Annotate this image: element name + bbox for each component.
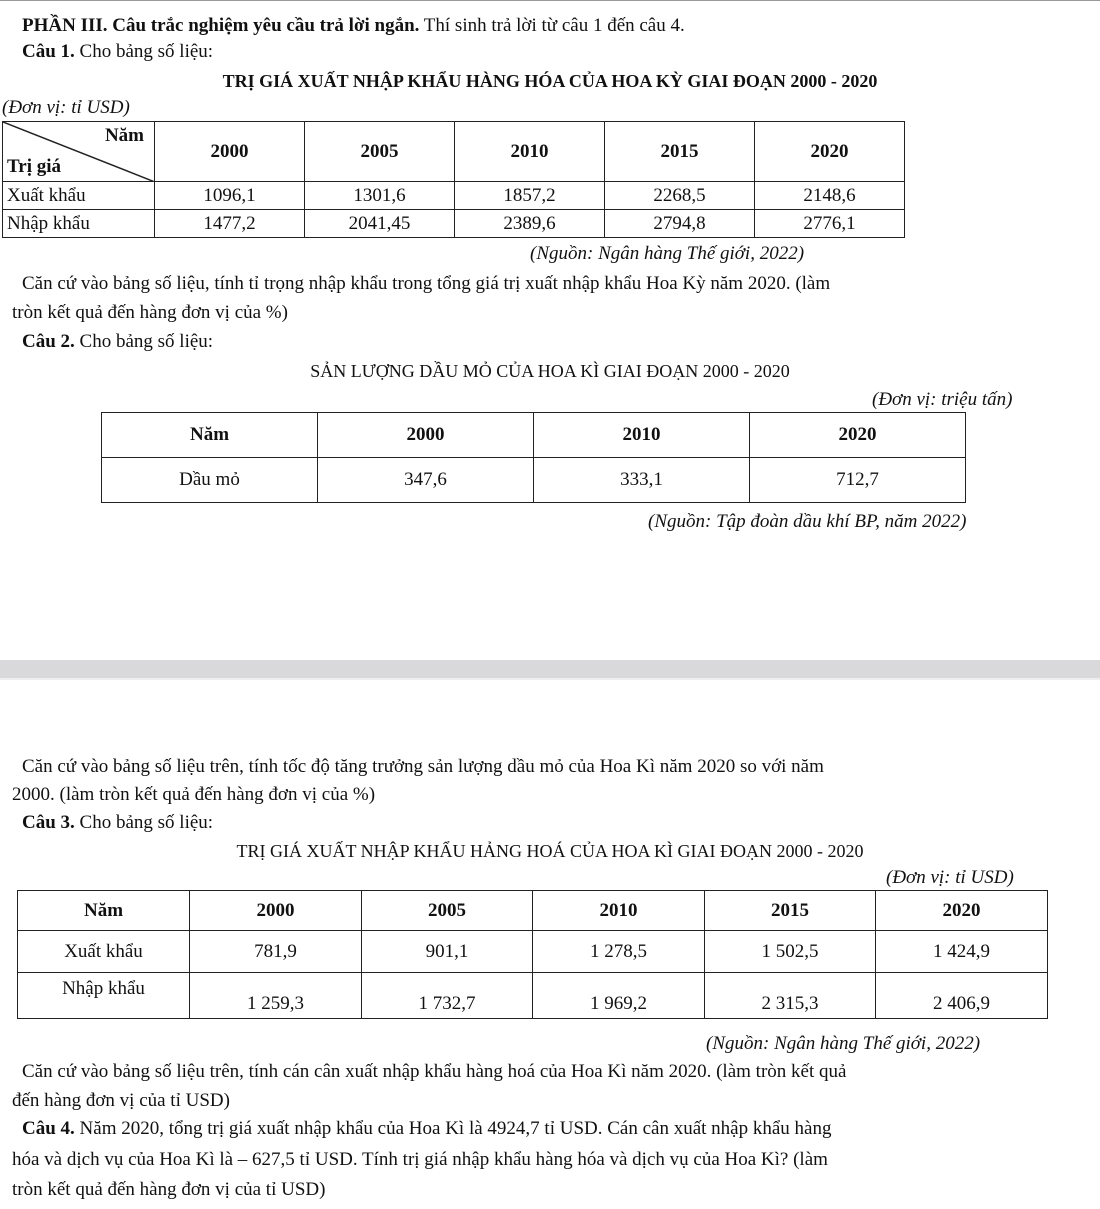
q4-text-line2: hóa và dịch vụ của Hoa Kì là – 627,5 tỉ USD. Tính trị giá nhập khẩu hàng hóa và dịch vụ của Hoa Kì? (làm	[12, 1149, 828, 1170]
q1-cell: 2389,6	[455, 210, 605, 238]
q1-lead: Cho bảng số liệu:	[74, 41, 214, 62]
q3-source: (Nguồn: Ngân hàng Thế giới, 2022)	[706, 1033, 981, 1054]
q1-cell: 2148,6	[755, 182, 905, 210]
q3-cell: 1 732,7	[362, 973, 533, 1019]
q1-cell: 2794,8	[605, 210, 755, 238]
q1-year-header: 2020	[755, 122, 905, 182]
q3-cell: 1 969,2	[533, 973, 705, 1019]
q1-row-label: Xuất khẩu	[3, 182, 155, 210]
q1-year-header: 2005	[305, 122, 455, 182]
q3-year-header: 2000	[190, 891, 362, 931]
q1-cell: 1301,6	[305, 182, 455, 210]
q2-unit: (Đơn vị: triệu tấn)	[872, 389, 1013, 410]
q2-intro	[22, 330, 213, 354]
q3-cell: 1 278,5	[533, 931, 705, 973]
part-instruction: Thí sinh trả lời từ câu 1 đến câu 4.	[419, 15, 685, 36]
q1-cell: 2776,1	[755, 210, 905, 238]
q1-cell: 1477,2	[155, 210, 305, 238]
q3-row-label: Nhập khẩu	[18, 973, 190, 1019]
q1-corner-cell	[3, 122, 155, 182]
q1-cell: 1857,2	[455, 182, 605, 210]
q3-table-title: TRỊ GIÁ XUẤT NHẬP KHẨU HẢNG HOÁ CỦA HOA KÌ GIAI ĐOẠN 2000 - 2020	[236, 841, 864, 861]
q3-label: Câu 3.	[22, 812, 75, 833]
q3-cell: 781,9	[190, 931, 362, 973]
q1-cell: 2268,5	[605, 182, 755, 210]
q3-year-header: 2010	[533, 891, 705, 931]
q4-text-line1: Năm 2020, tổng trị giá xuất nhập khẩu của Hoa Kì là 4924,7 tỉ USD. Cán cân xuất nhập khẩu hàng	[74, 1118, 832, 1139]
q2-row-label: Dầu mỏ	[102, 458, 318, 503]
q4-label: Câu 4.	[22, 1118, 75, 1139]
q3-cell: 2 315,3	[705, 973, 876, 1019]
q1-year-header: 2010	[455, 122, 605, 182]
q1-table	[2, 121, 905, 238]
q3-cell: 901,1	[362, 931, 533, 973]
q3-intro	[22, 811, 213, 835]
q1-row-label: Nhập khẩu	[3, 210, 155, 238]
q2-question-line1: Căn cứ vào bảng số liệu trên, tính tốc độ tăng trưởng sản lượng dầu mỏ của Hoa Kì năm 2020 so với năm	[22, 756, 824, 777]
q3-year-header: 2015	[705, 891, 876, 931]
q2-table	[101, 412, 966, 503]
page-break-band	[0, 660, 1100, 678]
q1-year-header: 2015	[605, 122, 755, 182]
q3-question-line1: Căn cứ vào bảng số liệu trên, tính cán cân xuất nhập khẩu hàng hoá của Hoa Kì năm 2020. (làm tròn kết quả	[22, 1061, 847, 1082]
q3-row-export	[18, 931, 1048, 973]
q2-lead: Cho bảng số liệu:	[74, 331, 214, 352]
q3-header-label: Năm	[18, 891, 190, 931]
q3-cell: 1 259,3	[190, 973, 362, 1019]
q2-table-title: SẢN LƯỢNG DẦU MỎ CỦA HOA KÌ GIAI ĐOẠN 2000 - 2020	[310, 361, 790, 381]
q3-row-import	[18, 973, 1048, 1019]
q1-source: (Nguồn: Ngân hàng Thế giới, 2022)	[530, 243, 805, 264]
q1-cell: 1096,1	[155, 182, 305, 210]
q1-row-export	[3, 182, 905, 210]
q1-label: Câu 1.	[22, 41, 75, 62]
q2-cell: 712,7	[750, 458, 966, 503]
q1-corner-year: Năm	[104, 125, 144, 146]
q3-lead: Cho bảng số liệu:	[74, 812, 214, 833]
q2-cell: 347,6	[318, 458, 534, 503]
q3-cell: 1 502,5	[705, 931, 876, 973]
q2-label: Câu 2.	[22, 331, 75, 352]
q3-table	[17, 890, 1048, 1019]
q4-line1	[22, 1117, 831, 1141]
q3-row-label: Xuất khẩu	[18, 931, 190, 973]
q3-cell: 2 406,9	[876, 973, 1048, 1019]
q2-source: (Nguồn: Tập đoàn dầu khí BP, năm 2022)	[648, 511, 967, 532]
part-header	[22, 14, 685, 38]
q3-cell: 1 424,9	[876, 931, 1048, 973]
q2-year-header: 2000	[318, 413, 534, 458]
q3-year-header: 2020	[876, 891, 1048, 931]
q2-row-oil	[102, 458, 966, 503]
q1-question-line2: tròn kết quả đến hàng đơn vị của %)	[12, 302, 288, 323]
q1-row-import	[3, 210, 905, 238]
q1-intro	[22, 40, 213, 64]
q3-question-line2: đến hàng đơn vị của tỉ USD)	[12, 1090, 230, 1111]
q1-cell: 2041,45	[305, 210, 455, 238]
q1-unit: (Đơn vị: tỉ USD)	[2, 97, 130, 118]
q3-year-header: 2005	[362, 891, 533, 931]
q2-year-header: 2010	[534, 413, 750, 458]
q2-header-label: Năm	[102, 413, 318, 458]
q2-cell: 333,1	[534, 458, 750, 503]
q1-year-header: 2000	[155, 122, 305, 182]
page-break-shadow	[0, 678, 1100, 680]
q2-year-header: 2020	[750, 413, 966, 458]
q3-unit: (Đơn vị: tỉ USD)	[886, 867, 1014, 888]
top-divider	[0, 0, 1100, 1]
q1-question-line1: Căn cứ vào bảng số liệu, tính tỉ trọng nhập khẩu trong tổng giá trị xuất nhập khẩu Hoa Kỳ năm 2020. (làm	[22, 273, 831, 294]
part-heading: PHẦN III. Câu trắc nghiệm yêu cầu trả lời ngắn.	[22, 15, 420, 36]
q4-text-line3: tròn kết quả đến hàng đơn vị của tỉ USD)	[12, 1179, 326, 1200]
q1-corner-value: Trị giá	[7, 156, 62, 178]
q1-table-title: TRỊ GIÁ XUẤT NHẬP KHẨU HÀNG HÓA CỦA HOA KỲ GIAI ĐOẠN 2000 - 2020	[222, 71, 878, 91]
q2-question-line2: 2000. (làm tròn kết quả đến hàng đơn vị của %)	[12, 784, 376, 805]
